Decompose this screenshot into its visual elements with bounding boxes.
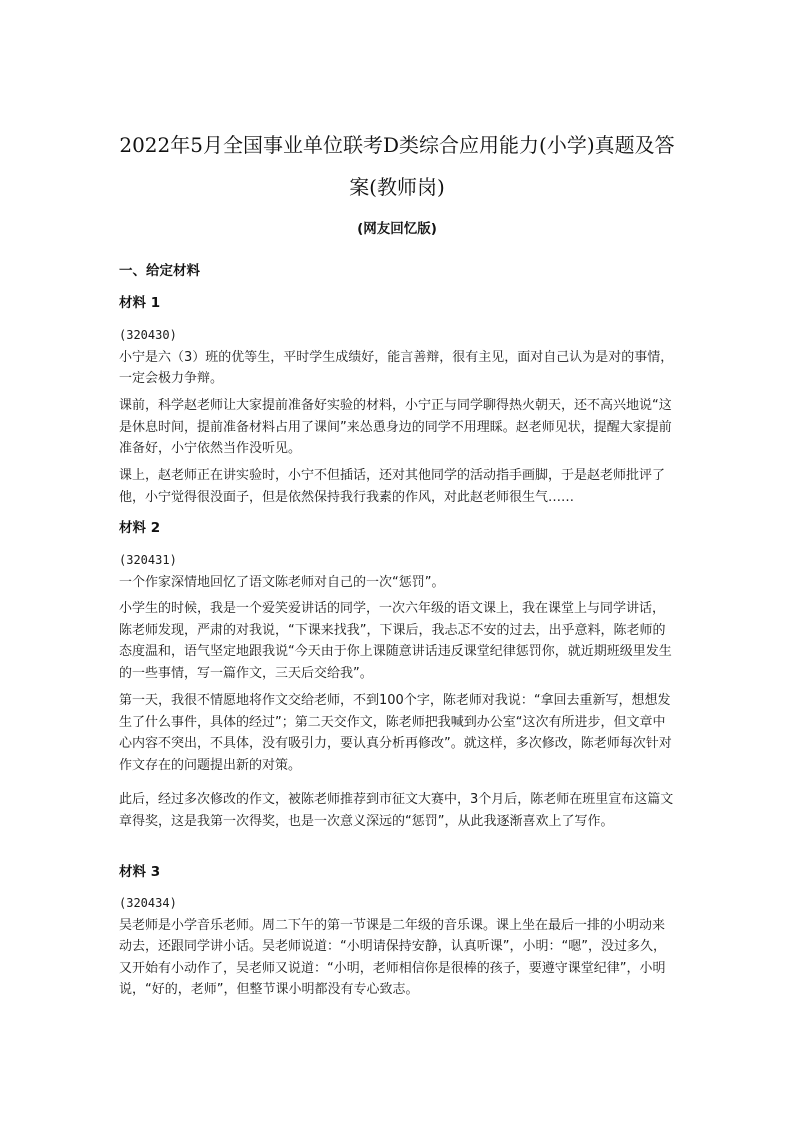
material-3-code: (320434) bbox=[119, 896, 177, 910]
section-heading: 一、给定材料 bbox=[119, 263, 200, 279]
material-3-paragraph: 吴老师是小学音乐老师。周二下午的第一节课是二年级的音乐课。课上坐在最后一排的小明动来动去，还跟同学讲小话。吴老师说道：“小明请保持安静，认真听课”，小明：“嗯”，没过多久，又开始有小动作了，吴老师又说道：“小明，老师相信你是很棒的孩子，要遵守课堂纪律”，小明说，“好的，老师”，但整节课小明都没有专心致志。 bbox=[119, 917, 666, 997]
material-2-paragraph: 一个作家深情地回忆了语文陈老师对自己的一次“惩罚”。 bbox=[119, 574, 445, 590]
material-2-body bbox=[119, 550, 675, 593]
material-2-paragraph: 小学生的时候，我是一个爱笑爱讲话的同学，一次六年级的语文课上，我在课堂上与同学讲话，陈老师发现，严肃的对我说，“下课来找我”，下课后，我忐忑不安的过去，出乎意料，陈老师的态度温和，语气坚定地跟我说“今天由于你上课随意讲话违反课堂纪律惩罚你，就近期班级里发生的一些事情，写一篇作文，三天后交给我”。 bbox=[119, 601, 672, 681]
material-1-body bbox=[119, 325, 675, 390]
material-1-code: (320430) bbox=[119, 328, 177, 342]
material-3-label: 材料 3 bbox=[119, 864, 161, 880]
document-subtitle: (网友回忆版) bbox=[357, 221, 437, 237]
material-3-body bbox=[119, 893, 675, 1001]
document-title: 2022年5月全国事业单位联考D类综合应用能力(小学)真题及答案(教师岗) bbox=[119, 133, 675, 199]
material-2-paragraph: 第一天，我很不情愿地将作文交给老师，不到100个字，陈老师对我说：“拿回去重新写，想想发生了什么事件，具体的经过”；第二天交作文，陈老师把我喊到办公室“这次有所进步，但文章中心内容不突出，不具体，没有吸引力，要认真分析再修改”。就这样，多次修改，陈老师每次针对作文存在的问题提出新的对策。 bbox=[119, 693, 672, 773]
material-1-label: 材料 1 bbox=[119, 295, 161, 311]
material-2-paragraph: 此后，经过多次修改的作文，被陈老师推荐到市征文大赛中，3个月后，陈老师在班里宣布这篇文章得奖，这是我第一次得奖，也是一次意义深远的“惩罚”，从此我逐渐喜欢上了写作。 bbox=[119, 792, 674, 829]
material-1-paragraph: 课上，赵老师正在讲实验时，小宁不但插话，还对其他同学的活动指手画脚，于是赵老师批评了他，小宁觉得很没面子，但是依然保持我行我素的作风，对此赵老师很生气…… bbox=[119, 468, 666, 505]
material-1-paragraph: 课前，科学赵老师让大家提前准备好实验的材料，小宁正与同学聊得热火朝天，还不高兴地说“这是休息时间，提前准备材料占用了课间”来怂恿身边的同学不用理睬。赵老师见状，提醒大家提前准备好，小宁依然当作没听见。 bbox=[119, 398, 672, 456]
material-2-code: (320431) bbox=[119, 553, 177, 567]
material-2-label: 材料 2 bbox=[119, 520, 161, 536]
material-1-paragraph: 小宁是六（3）班的优等生，平时学生成绩好，能言善辩，很有主见，面对自己认为是对的事情，一定会极力争辩。 bbox=[119, 349, 674, 386]
